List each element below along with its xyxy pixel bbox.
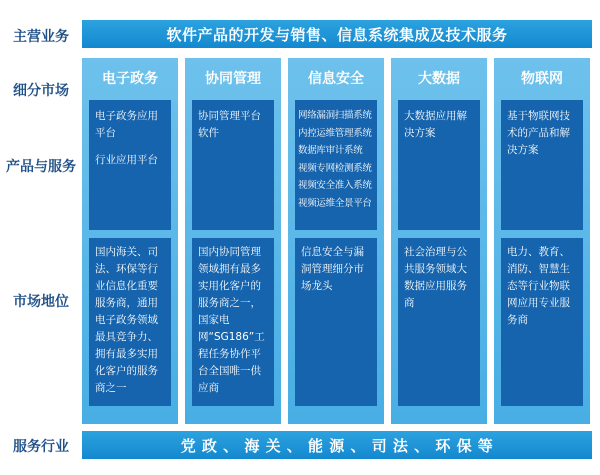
market-position-box	[398, 238, 480, 406]
market-position-text: 国内海关、司法、环保等行业信息化重要服务商，通用电子政务领域最具竞争力、拥有最多实用化客户的服务商之一	[95, 246, 158, 394]
segment-title: 物联网	[521, 71, 563, 87]
product-item: 基于物联网技术的产品和解决方案	[507, 110, 570, 156]
market-position-box	[192, 238, 274, 406]
product-item: 视频安全准入系统	[298, 180, 372, 191]
product-item: 视频运维全景平台	[298, 197, 372, 209]
segment-column-security	[288, 58, 384, 424]
segment-column-collab	[185, 58, 281, 424]
products-box	[192, 100, 274, 230]
segment-column-egov	[82, 58, 178, 424]
segment-title: 电子政务	[102, 71, 158, 87]
products-box	[295, 100, 377, 230]
segment-title: 协同管理	[205, 71, 261, 87]
row-label-market-position: 市场地位	[13, 294, 69, 310]
product-item: 内控运维管理系统	[298, 127, 372, 139]
main-business-banner: 软件产品的开发与销售、信息系统集成及技术服务	[82, 20, 592, 48]
market-position-text: 社会治理与公共服务领域大数据应用服务商	[404, 246, 467, 309]
segment-column-iot	[494, 58, 590, 424]
market-position-box	[89, 238, 171, 406]
product-item: 行业应用平台	[95, 154, 158, 166]
product-item: 视频专网检测系统	[298, 162, 372, 174]
segment-title: 大数据	[418, 71, 460, 87]
row-label-industries: 服务行业	[13, 439, 69, 455]
product-item: 电子政务应用平台	[95, 110, 158, 139]
market-position-text: 电力、教育、消防、智慧生态等行业物联网应用专业服务商	[507, 246, 570, 326]
segment-title: 信息安全	[308, 71, 364, 87]
row-label-main-business: 主营业务	[13, 29, 69, 45]
product-item: 数据库审计系统	[298, 145, 363, 156]
industries-banner: 党 政 、 海 关 、 能 源 、 司 法 、 环 保 等	[82, 431, 592, 459]
products-box	[398, 100, 480, 230]
product-item: 大数据应用解决方案	[404, 110, 467, 139]
market-position-box	[295, 238, 377, 406]
product-item: 协同管理平台软件	[198, 110, 261, 139]
segment-column-bigdata	[391, 58, 487, 424]
products-box	[501, 100, 583, 230]
row-label-products: 产品与服务	[6, 159, 76, 175]
row-label-segments: 细分市场	[13, 83, 69, 99]
products-box	[89, 100, 171, 230]
market-position-text: 信息安全与漏洞管理细分市场龙头	[301, 246, 364, 292]
market-position-box	[501, 238, 583, 406]
product-item: 网络漏洞扫描系统	[298, 110, 372, 121]
market-position-text: 国内协同管理领域拥有最多实用化客户的服务商之一，国家电网“SG186”工程任务协作平台全国唯一供应商	[198, 246, 265, 394]
